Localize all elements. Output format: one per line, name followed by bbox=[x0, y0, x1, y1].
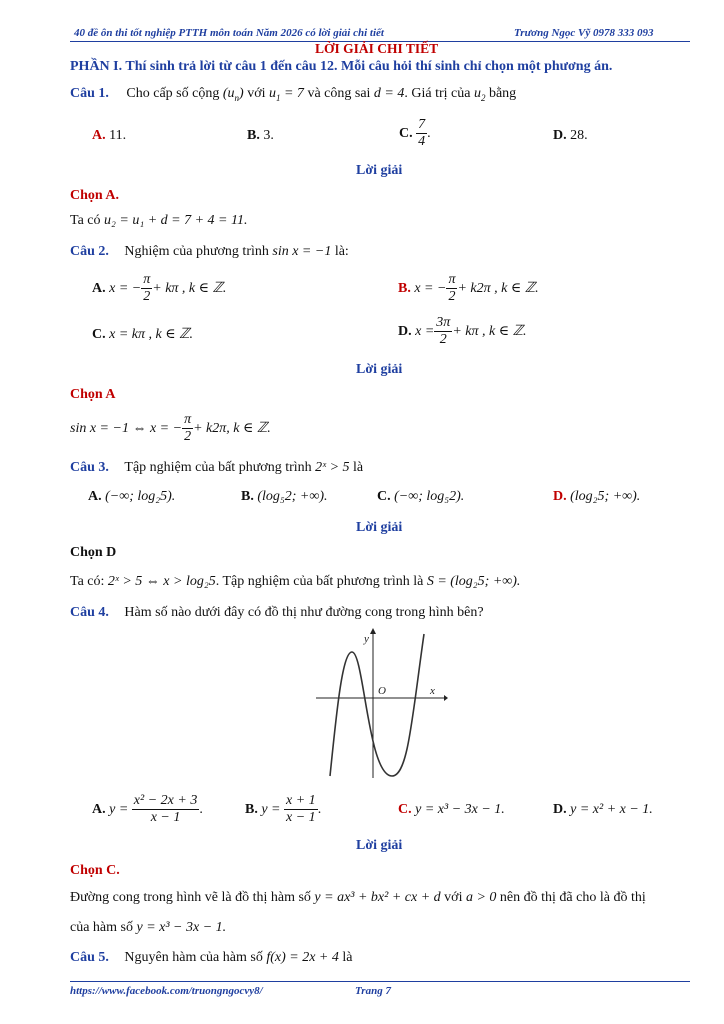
q1-number: Câu 1. bbox=[70, 86, 109, 101]
q3-solution-1: Ta có: bbox=[70, 574, 105, 589]
q1-math-4-sub: 2 bbox=[480, 92, 486, 103]
q1-chosen: Chọn A. bbox=[70, 188, 120, 203]
q1-text-4: . Giá trị của bbox=[404, 86, 471, 101]
q3-chosen: Chọn D bbox=[70, 545, 117, 560]
q3-option-c-label: C. bbox=[377, 489, 391, 504]
q3-number: Câu 3. bbox=[70, 460, 109, 475]
q1-math-1-sub: n bbox=[234, 92, 240, 103]
q4-solution-line-2 bbox=[70, 920, 226, 936]
q4-option-a-pre: y = bbox=[109, 801, 129, 817]
q2-option-c-label: C. bbox=[92, 327, 106, 342]
q3-option-d-label: D. bbox=[553, 489, 567, 504]
q1-option-c-num: 7 bbox=[416, 117, 427, 134]
q1-option-c-label: C. bbox=[399, 125, 413, 141]
q4-solution-1c: với bbox=[444, 890, 463, 905]
section-heading: PHẦN I. Thí sinh trả lời từ câu 1 đến câu 12. Mỗi câu hỏi thí sinh chỉ chọn một phương án. bbox=[70, 59, 613, 74]
q4-solution-line-1 bbox=[70, 890, 646, 906]
q4-option-a bbox=[92, 793, 203, 826]
q4-option-b-pre: y = bbox=[261, 801, 281, 817]
q1-text-2: với bbox=[247, 86, 266, 101]
q1-option-d bbox=[553, 128, 588, 144]
q2-solution-pre: sin x = −1 ⇔ x = − bbox=[70, 420, 183, 436]
q3-option-d bbox=[553, 489, 640, 505]
q3-option-b bbox=[241, 489, 328, 505]
q4-option-c bbox=[398, 802, 505, 818]
q2-equation: sin x = −1 bbox=[272, 244, 332, 259]
q4-stem bbox=[70, 605, 484, 621]
footer-rule bbox=[70, 981, 690, 982]
q4-option-b-label: B. bbox=[245, 801, 258, 817]
q4-graph-x-label: x bbox=[430, 685, 435, 697]
q1-solution-math: u₂ = u₁ + d = 7 + 4 = 11. bbox=[104, 213, 248, 228]
q3-option-c bbox=[377, 489, 464, 505]
header-right: Trương Ngọc Vỹ 0978 333 093 bbox=[514, 27, 654, 39]
q2-option-a-num: π bbox=[141, 272, 152, 289]
q2-solution-post: + k2π, k ∈ ℤ. bbox=[193, 420, 271, 436]
q1-option-b-label: B. bbox=[247, 128, 260, 143]
q4-graph-y-arrow bbox=[370, 628, 376, 634]
q4-option-b bbox=[245, 793, 321, 826]
q1-text-3: và công sai bbox=[307, 86, 371, 101]
footer-page-number: Trang 7 bbox=[355, 985, 391, 997]
q1-option-a bbox=[92, 128, 126, 144]
q2-solution-num: π bbox=[182, 412, 193, 429]
q2-chosen: Chọn A bbox=[70, 387, 116, 402]
q2-option-a-fraction bbox=[141, 272, 152, 305]
q3-option-b-label: B. bbox=[241, 489, 254, 504]
q1-option-c-den: 4 bbox=[418, 134, 426, 150]
q5-equation: f(x) = 2x + 4 bbox=[266, 950, 339, 965]
q4-graph-x-arrow bbox=[444, 695, 448, 701]
q4-graph-y-label: y bbox=[364, 633, 369, 645]
q4-option-b-post: . bbox=[317, 801, 322, 817]
q2-stem bbox=[70, 244, 349, 260]
q2-option-c bbox=[92, 326, 193, 343]
q1-text-1: Cho cấp số cộng bbox=[126, 86, 220, 101]
q1-math-3: d = 4 bbox=[373, 86, 405, 101]
q1-math-1b: ) bbox=[239, 86, 244, 101]
q4-option-b-fraction bbox=[284, 793, 318, 826]
q2-option-d bbox=[398, 315, 527, 348]
q5-stem bbox=[70, 950, 352, 966]
q4-chosen: Chọn C. bbox=[70, 863, 120, 878]
q1-solution-text: Ta có bbox=[70, 213, 101, 228]
q1-math-2 bbox=[269, 86, 304, 101]
q2-option-c-value: x = kπ , k ∈ ℤ. bbox=[109, 327, 194, 342]
q4-number: Câu 4. bbox=[70, 605, 109, 620]
q1-math-2a: u bbox=[268, 86, 276, 101]
q5-text-2: là bbox=[342, 950, 353, 965]
q1-option-a-value: 11. bbox=[109, 128, 127, 143]
q2-option-d-fraction bbox=[434, 315, 452, 348]
q1-option-c-end: . bbox=[427, 125, 431, 141]
q2-option-d-post: + kπ , k ∈ ℤ. bbox=[452, 323, 527, 339]
q4-solution-2b: y = x³ − 3x − 1. bbox=[136, 920, 227, 935]
page-title: LỜI GIẢI CHI TIẾT bbox=[315, 41, 439, 56]
q4-option-d bbox=[553, 802, 653, 818]
q1-option-a-label: A. bbox=[92, 128, 106, 143]
q4-graph bbox=[312, 628, 448, 780]
q2-option-b-num: π bbox=[446, 272, 457, 289]
q4-option-c-label: C. bbox=[398, 802, 412, 817]
q2-text-2: là: bbox=[334, 244, 349, 259]
q2-option-b bbox=[398, 272, 539, 305]
q2-option-a-den: 2 bbox=[143, 289, 151, 305]
q4-option-a-label: A. bbox=[92, 801, 106, 817]
q2-option-a-post: + kπ , k ∈ ℤ. bbox=[152, 280, 227, 296]
q5-text: Nguyên hàm của hàm số bbox=[124, 950, 263, 965]
q1-math-1 bbox=[223, 86, 244, 101]
q2-text: Nghiệm của phương trình bbox=[124, 244, 269, 259]
q2-option-d-num: 3π bbox=[434, 315, 452, 332]
q2-option-d-pre: x = bbox=[415, 323, 435, 339]
q2-solution-den: 2 bbox=[184, 429, 192, 445]
q3-equation: 2ˣ > 5 bbox=[315, 460, 350, 475]
q1-math-4a: u bbox=[473, 86, 481, 101]
q4-option-b-num: x + 1 bbox=[284, 793, 318, 810]
q4-option-a-den: x − 1 bbox=[150, 810, 181, 826]
q2-solution-label: Lời giải bbox=[356, 362, 403, 377]
q2-solution-fraction bbox=[182, 412, 193, 445]
q3-option-a-label: A. bbox=[88, 489, 102, 504]
q4-solution-1d: a > 0 bbox=[465, 890, 497, 905]
q3-option-b-value: (log₅2; +∞). bbox=[257, 489, 328, 504]
q1-math-2-sub: 1 bbox=[275, 92, 281, 103]
q4-solution-1e: nên đồ thị đã cho là đồ thị bbox=[499, 890, 646, 905]
q2-option-d-den: 2 bbox=[439, 332, 447, 348]
q4-option-a-fraction bbox=[132, 793, 200, 826]
footer-link[interactable]: https://www.facebook.com/truongngocvy8/ bbox=[70, 985, 263, 997]
q1-math-1a: (u bbox=[222, 86, 235, 101]
header-left: 40 đề ôn thi tốt nghiệp PTTH môn toán Năm 2026 có lời giải chi tiết bbox=[74, 27, 384, 39]
q1-stem bbox=[70, 86, 516, 103]
q3-option-d-value: (log₂5; +∞). bbox=[570, 489, 641, 504]
q2-number: Câu 2. bbox=[70, 244, 109, 259]
q4-solution-1a: Đường cong trong hình vẽ là đồ thị hàm số bbox=[70, 890, 311, 905]
q1-option-b-value: 3. bbox=[263, 128, 274, 143]
q5-number: Câu 5. bbox=[70, 950, 109, 965]
q4-solution-1b: y = ax³ + bx² + cx + d bbox=[314, 890, 441, 905]
q1-option-c-fraction bbox=[416, 117, 427, 150]
q1-option-d-label: D. bbox=[553, 128, 567, 143]
q3-option-a-value: (−∞; log₂5). bbox=[105, 489, 176, 504]
q2-option-b-fraction bbox=[446, 272, 457, 305]
q4-solution-2a: của hàm số bbox=[70, 920, 133, 935]
q1-solution bbox=[70, 213, 247, 229]
q1-option-c bbox=[399, 117, 431, 150]
q1-text-5: bằng bbox=[488, 86, 517, 101]
q2-option-b-den: 2 bbox=[448, 289, 456, 305]
q1-option-d-value: 28. bbox=[570, 128, 588, 143]
q1-solution-label: Lời giải bbox=[356, 163, 403, 178]
q3-text: Tập nghiệm của bất phương trình bbox=[124, 460, 312, 475]
q4-option-d-value: y = x² + x − 1. bbox=[570, 802, 653, 817]
q3-solution-3: . Tập nghiệm của bất phương trình là bbox=[215, 574, 424, 589]
q4-graph-origin-label: O bbox=[378, 685, 386, 697]
q2-option-b-post: + k2π , k ∈ ℤ. bbox=[457, 280, 539, 296]
q4-option-d-label: D. bbox=[553, 802, 567, 817]
q3-option-c-value: (−∞; log₅2). bbox=[394, 489, 465, 504]
q2-solution bbox=[70, 412, 271, 445]
q2-option-a-label: A. bbox=[92, 280, 106, 296]
q4-graph-curve bbox=[330, 634, 424, 776]
q3-text-2: là bbox=[353, 460, 364, 475]
q4-text: Hàm số nào dưới đây có đồ thị như đường cong trong hình bên? bbox=[124, 605, 484, 620]
q4-solution-label: Lời giải bbox=[356, 838, 403, 853]
q1-math-4 bbox=[474, 86, 486, 101]
q3-stem bbox=[70, 460, 363, 476]
q1-option-b bbox=[247, 128, 274, 144]
q4-option-a-num: x² − 2x + 3 bbox=[132, 793, 200, 810]
q2-option-a-pre: x = − bbox=[109, 280, 142, 296]
q3-solution-label: Lời giải bbox=[356, 520, 403, 535]
q4-option-a-post: . bbox=[199, 801, 203, 817]
q3-solution-4: S = (log₂5; +∞). bbox=[426, 574, 521, 589]
q4-option-c-value: y = x³ − 3x − 1. bbox=[415, 802, 505, 817]
q2-option-b-pre: x = − bbox=[414, 280, 447, 296]
q2-option-d-label: D. bbox=[398, 323, 412, 339]
q1-math-2b: = 7 bbox=[280, 86, 304, 101]
q3-solution bbox=[70, 574, 520, 590]
q2-option-a bbox=[92, 272, 226, 305]
q2-option-b-label: B. bbox=[398, 280, 411, 296]
q3-solution-2: 2ˣ > 5 ⇔ x > log₂5 bbox=[107, 574, 216, 589]
q4-option-b-den: x − 1 bbox=[286, 810, 316, 826]
q3-option-a bbox=[88, 489, 175, 505]
